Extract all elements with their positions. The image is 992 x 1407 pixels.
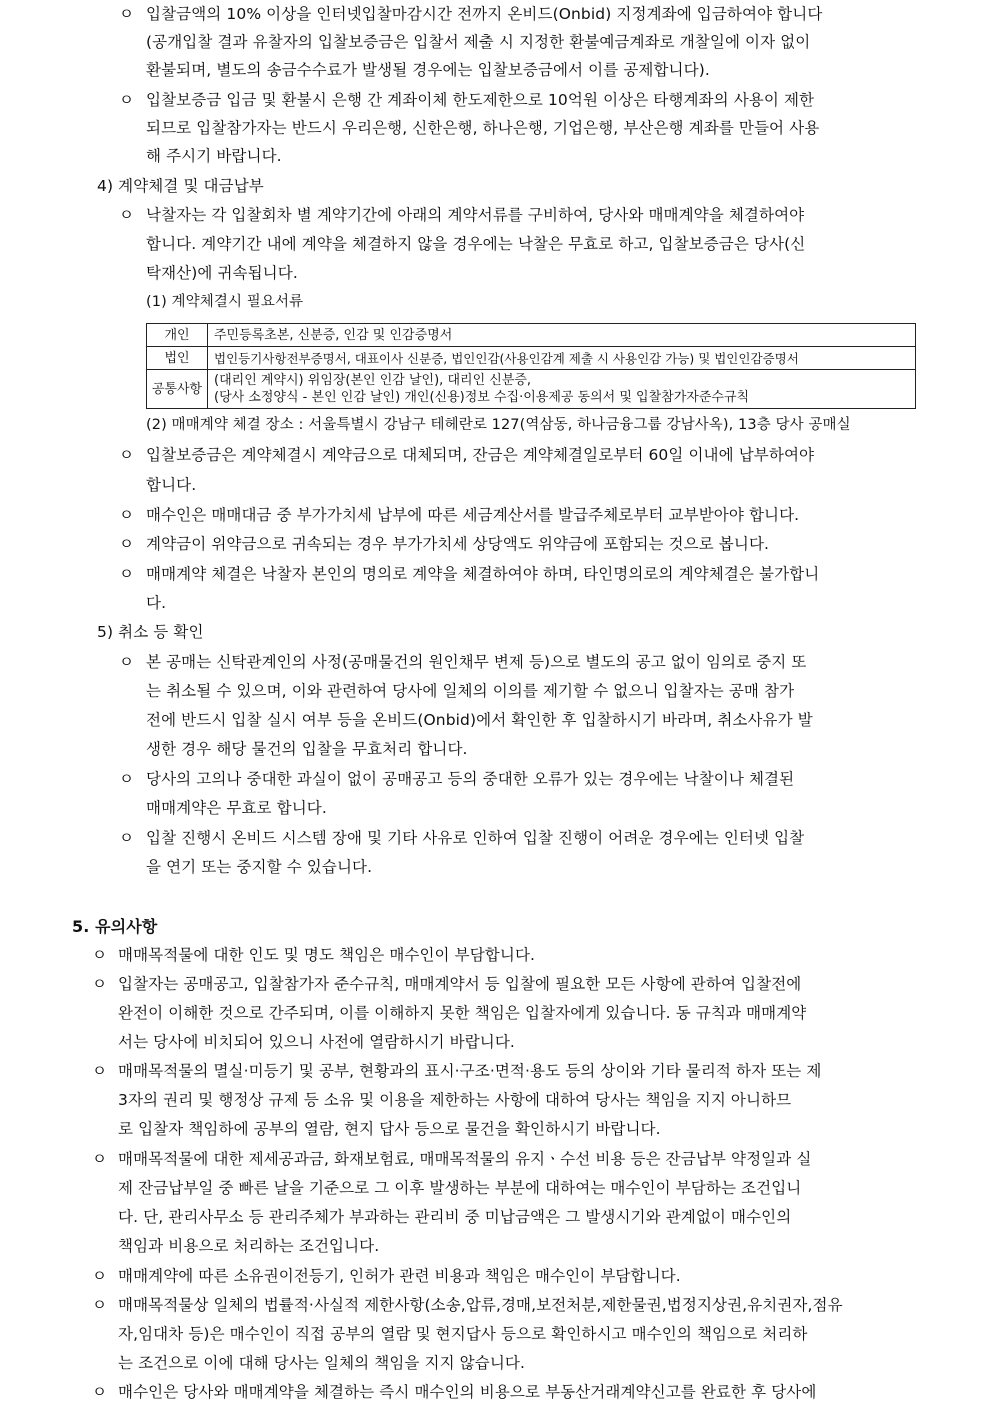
bullet-marker: ㅇ [92,1296,107,1314]
paragraph-line: 환불되며, 별도의 송금수수료가 발생될 경우에는 입찰보증금에서 이를 공제합니다). [146,61,710,79]
bullet-marker: ㅇ [119,506,134,524]
paragraph-line: 책임과 비용으로 처리하는 조건입니다. [118,1237,380,1255]
table-cell [208,370,916,409]
paragraph-line: 는 취소될 수 있으며, 이와 관련하여 당사에 일체의 이의를 제기할 수 없으니 입찰자는 공매 참가 [146,682,795,700]
paragraph-line: 입찰보증금 입금 및 환불시 은행 간 계좌이체 한도제한으로 10억원 이상은 타행계좌의 사용이 제한 [146,91,815,109]
bullet-marker: ㅇ [92,1150,107,1168]
table-row-header: 법인 [147,347,208,370]
paragraph-line: 매매목적물에 대한 인도 및 명도 책임은 매수인이 부담합니다. [118,946,536,964]
subsection-label: (2) 매매계약 체결 장소 : 서울특별시 강남구 테헤란로 127(역삼동, 하나금융그룹 강남사옥), 13층 당사 공매실 [146,417,851,433]
bullet-marker: ㅇ [119,565,134,583]
bullet-marker: ㅇ [119,770,134,788]
table-row [147,324,916,347]
bullet-marker: ㅇ [119,535,134,553]
paragraph-line: 합니다. 계약기간 내에 계약을 체결하지 않을 경우에는 낙찰은 무효로 하고, 입찰보증금은 당사(신 [146,235,806,253]
table-row-header: 공통사항 [147,370,208,409]
table-row [147,370,916,409]
table-cell-line: (당사 소정양식 - 본인 인감 날인) 개인(신용)정보 수집·이용제공 동의서 및 입찰참가자준수규칙 [214,390,750,405]
table-row-header: 개인 [147,324,208,347]
paragraph-line: 완전이 이해한 것으로 간주되며, 이를 이해하지 못한 책임은 입찰자에게 있습니다. 동 규칙과 매매계약 [118,1004,807,1022]
bullet-marker: ㅇ [92,1062,107,1080]
paragraph-line: 매매목적물상 일체의 법률적·사실적 제한사항(소송,압류,경매,보전처분,제한물권,법정지상권,유치권자,점유 [118,1296,843,1314]
bullet-marker: ㅇ [92,975,107,993]
table-cell: 법인등기사항전부증명서, 대표이사 신분증, 법인인감(사용인감계 제출 시 사용인감 가능) 및 법인인감증명서 [208,347,916,370]
paragraph-line: 다. [146,594,167,612]
bullet-marker: ㅇ [92,1267,107,1285]
paragraph-line: 입찰보증금은 계약체결시 계약금으로 대체되며, 잔금은 계약체결일로부터 60일 이내에 납부하여야 [146,446,815,464]
paragraph-line: 매매계약은 무효로 합니다. [146,799,327,817]
notes-heading: 5. 유의사항 [72,917,158,936]
table-row [147,347,916,370]
paragraph-line: 는 조건으로 이에 대해 당사는 일체의 책임을 지지 않습니다. [118,1354,525,1372]
paragraph-line: 매수인은 매매대금 중 부가가치세 납부에 따른 세금계산서를 발급주체로부터 교부받아야 합니다. [146,506,800,524]
bullet-marker: ㅇ [119,653,134,671]
bullet-marker: ㅇ [92,1383,107,1401]
paragraph-line: 서는 당사에 비치되어 있으니 사전에 열람하시기 바랍니다. [118,1033,515,1051]
paragraph-line: 매수인은 당사와 매매계약을 체결하는 즉시 매수인의 비용으로 부동산거래계약신고를 완료한 후 당사에 [118,1383,817,1401]
table-cell-line: (대리인 계약시) 위임장(본인 인감 날인), 대리인 신분증, [214,373,532,388]
paragraph-line: 3자의 권리 및 행정상 규제 등 소유 및 이용을 제한하는 사항에 대하여 당사는 책임을 지지 아니하므 [118,1091,792,1109]
paragraph-line: (공개입찰 결과 유찰자의 입찰보증금은 입찰서 제출 시 지정한 환불예금계좌로 개찰일에 이자 없이 [146,33,811,51]
paragraph-line: 계약금이 위약금으로 귀속되는 경우 부가가치세 상당액도 위약금에 포함되는 것으로 봅니다. [146,535,770,553]
paragraph-line: 낙찰자는 각 입찰회차 별 계약기간에 아래의 계약서류를 구비하여, 당사와 매매계약을 체결하여야 [146,206,805,224]
paragraph-line: 매매목적물에 대한 제세공과금, 화재보험료, 매매목적물의 유지ㆍ수선 비용 등은 잔금납부 약정일과 실 [118,1150,812,1168]
paragraph-line: 합니다. [146,476,197,494]
bullet-marker: ㅇ [119,91,134,109]
paragraph-line: 매매계약 체결은 낙찰자 본인의 명의로 계약을 체결하여야 하며, 타인명의로의 계약체결은 불가합니 [146,565,820,583]
section-heading: 4) 계약체결 및 대금납부 [97,177,264,195]
paragraph-line: 매매목적물의 멸실·미등기 및 공부, 현황과의 표시·구조·면적·용도 등의 상이와 기타 물리적 하자 또는 제 [118,1062,822,1080]
table-cell: 주민등록초본, 신분증, 인감 및 인감증명서 [208,324,916,347]
bullet-marker: ㅇ [119,206,134,224]
paragraph-line: 전에 반드시 입찰 실시 여부 등을 온비드(Onbid)에서 확인한 후 입찰하시기 바라며, 취소사유가 발 [146,711,813,729]
bullet-marker: ㅇ [92,946,107,964]
paragraph-line: 되므로 입찰참가자는 반드시 우리은행, 신한은행, 하나은행, 기업은행, 부산은행 계좌를 만들어 사용 [146,119,820,137]
paragraph-line: 자,임대차 등)은 매수인이 직접 공부의 열람 및 현지답사 등으로 확인하시고 매수인의 책임으로 처리하 [118,1325,808,1343]
paragraph-line: 생한 경우 해당 물건의 입찰을 무효처리 합니다. [146,740,468,758]
paragraph-line: 당사의 고의나 중대한 과실이 없이 공매공고 등의 중대한 오류가 있는 경우에는 낙찰이나 체결된 [146,770,795,788]
paragraph-line: 본 공매는 신탁관계인의 사정(공매물건의 원인채무 변제 등)으로 별도의 공고 없이 임의로 중지 또 [146,653,807,671]
paragraph-line: 탁재산)에 귀속됩니다. [146,264,298,282]
paragraph-line: 다. 단, 관리사무소 등 관리주체가 부과하는 관리비 중 미납금액은 그 발생시기와 관계없이 매수인의 [118,1208,792,1226]
paragraph-line: 을 연기 또는 중지할 수 있습니다. [146,858,373,876]
paragraph-line: 로 입찰자 책임하에 공부의 열람, 현지 답사 등으로 물건을 확인하시기 바랍니다. [118,1120,661,1138]
subsection-label: (1) 계약체결시 필요서류 [146,294,304,310]
paragraph-line: 입찰 진행시 온비드 시스템 장애 및 기타 사유로 인하여 입찰 진행이 어려운 경우에는 인터넷 입찰 [146,829,805,847]
paragraph-line: 입찰자는 공매공고, 입찰참가자 준수규칙, 매매계약서 등 입찰에 필요한 모든 사항에 관하여 입찰전에 [118,975,802,993]
bullet-marker: ㅇ [119,5,134,23]
required-documents-table [146,323,916,409]
bullet-marker: ㅇ [119,446,134,464]
paragraph-line: 제 잔금납부일 중 빠른 날을 기준으로 그 이후 발생하는 부분에 대하여는 매수인이 부담하는 조건입니 [118,1179,802,1197]
paragraph-line: 해 주시기 바랍니다. [146,147,282,165]
paragraph-line: 입찰금액의 10% 이상을 인터넷입찰마감시간 전까지 온비드(Onbid) 지정계좌에 입금하여야 합니다 [146,5,823,23]
paragraph-line: 매매계약에 따른 소유권이전등기, 인허가 관련 비용과 책임은 매수인이 부담합니다. [118,1267,681,1285]
section-heading: 5) 취소 등 확인 [97,623,204,641]
bullet-marker: ㅇ [119,829,134,847]
